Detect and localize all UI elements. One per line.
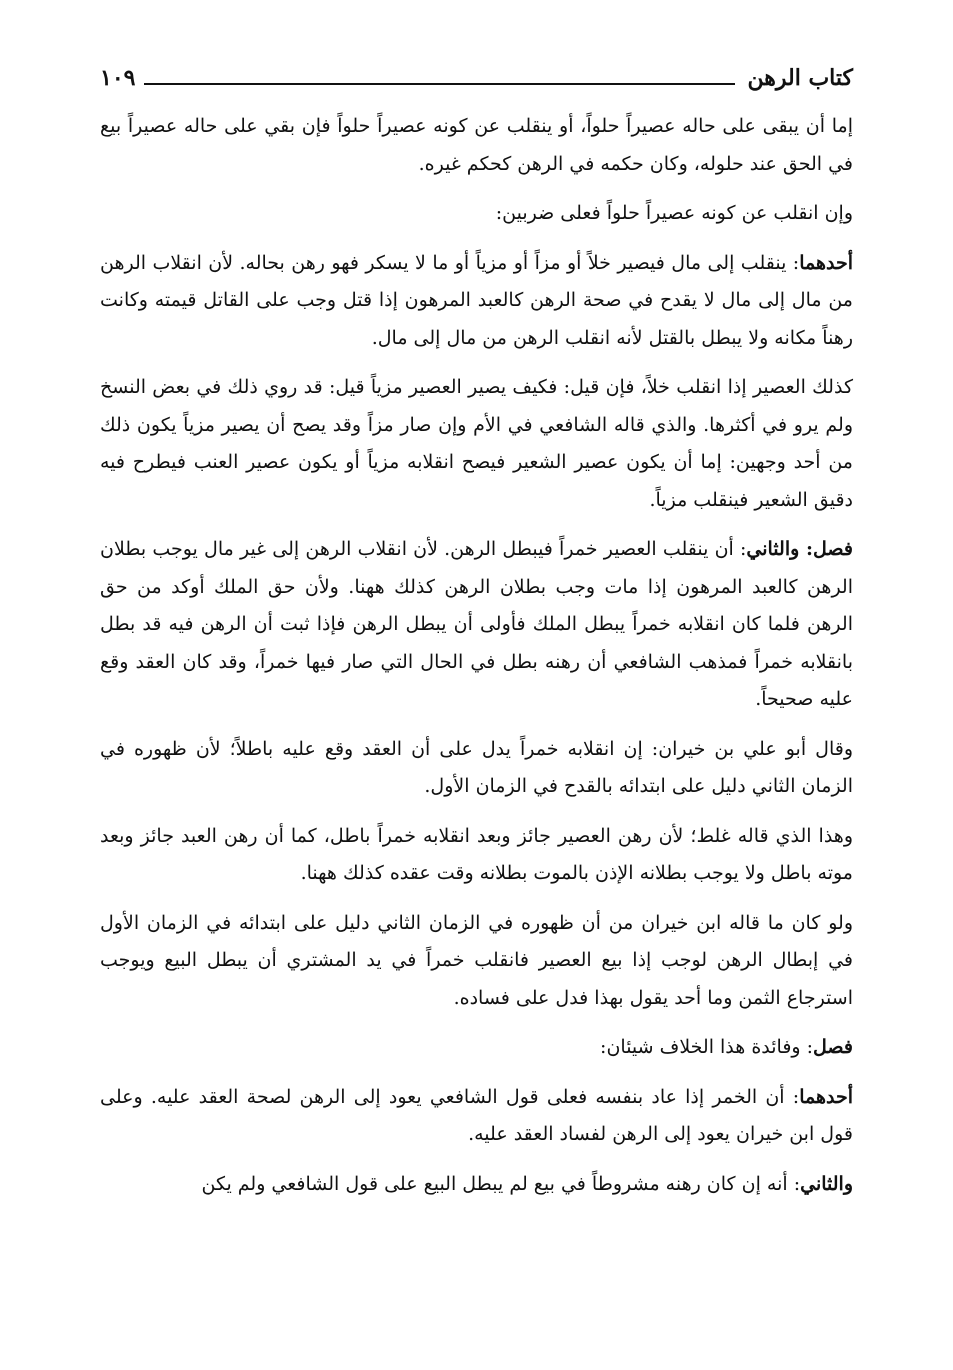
paragraph <box>100 245 853 358</box>
paragraph-text: : وفائدة هذا الخلاف شيئان: <box>600 1036 814 1058</box>
book-title: كتاب الرهن <box>747 65 853 91</box>
section-paragraph <box>100 531 853 719</box>
page-body <box>100 108 853 1215</box>
paragraph-lead: أحدهما <box>799 251 853 274</box>
paragraph-text: وإن انقلب عن كونه عصيراً حلواً فعلى ضربين: <box>495 202 853 224</box>
section-paragraph <box>100 1029 853 1067</box>
paragraph <box>100 1079 853 1154</box>
paragraph <box>100 369 853 519</box>
paragraph-text: : أن ينقلب العصير خمراً فيبطل الرهن. لأن انقلاب الرهن إلى غير مال يوجب بطلان الرهن كالعبد المرهون إذا مات وجب بطلان الرهن كذلك ههنا. ولأن حق الملك أوكد من حق الرهن فلما كان انقلابه خمراً يبطل الملك فأولى أن يبطل الرهن فإذا ثبت أن الرهن فيه قد بطل بانقلابه خمراً فمذهب الشافعي أن رهنه بطل في الحال التي صار فيها خمراً، وقد كان العقد وقع عليه صحيحاً. <box>100 538 853 710</box>
paragraph <box>100 731 853 806</box>
paragraph-text: إما أن يبقى على حاله عصيراً حلواً، أو ينقلب عن كونه عصيراً حلواً فإن بقي على حاله عصيراً بيع في الحق عند حلوله، وكان حكمه في الرهن كحكم غيره. <box>100 115 853 175</box>
paragraph-text: : أن الخمر إذا عاد بنفسه فعلى قول الشافعي يعود إلى الرهن لصحة العقد عليه. وعلى قول ابن خيران يعود إلى الرهن لفساد العقد عليه. <box>100 1085 853 1145</box>
paragraph-text: وقال أبو علي بن خيران: إن انقلابه خمراً يدل على أن العقد وقع عليه باطلاً؛ لأن ظهوره في الزمان الثاني دليل على ابتدائه بالقدح في الزمان الأول. <box>100 737 853 797</box>
header-rule <box>144 83 735 85</box>
paragraph <box>100 108 853 183</box>
paragraph-text: وهذا الذي قاله غلط؛ لأن رهن العصير جائز وبعد انقلابه خمراً باطل، كما أن رهن العبد جائز وبعد موته باطل ولا يوجب بطلانه الإذن بالموت بطلانه وقت عقده كذلك ههنا. <box>100 824 853 884</box>
paragraph-text: كذلك العصير إذا انقلب خلاً، فإن قيل: فكيف يصير العصير مزياً قيل: قد روي ذلك في بعض النسخ ولم يرو في أكثرها. والذي قاله الشافعي في الأم وإن صار مزاً وقد يصح أن يصير مزياً يكون ذلك من أحد وجهين: إما أن يكون عصير الشعير فيصح انقلابه مزياً أو يكون عصير العنب فيطرح فيه دقيق الشعير فينقلب مزياً. <box>100 376 853 511</box>
paragraph <box>100 818 853 893</box>
paragraph-lead: أحدهما <box>799 1085 853 1108</box>
paragraph-text: ولو كان ما قاله ابن خيران من أن ظهوره في الزمان الثاني دليل على ابتدائه في الزمان الأول في إبطال الرهن لوجب إذا بيع العصير فانقلب خمراً في يد المشتري أن يبطل البيع ويوجب استرجاع الثمن وما أحد يقول بهذا فدل على فساده. <box>100 911 853 1009</box>
paragraph-lead: والثاني <box>800 1172 853 1195</box>
section-heading: فصل: والثاني <box>746 538 853 560</box>
paragraph <box>100 1166 853 1204</box>
running-header <box>100 58 853 98</box>
paragraph-text: : ينقلب إلى مال فيصير خلاً أو مزاً أو مزياً أو ما لا يسكر فهو رهن بحاله. لأن انقلاب الرهن من مال إلى مال لا يقدح في صحة الرهن كالعبد المرهون إذا قتل وجب على القاتل قيمته وكانت رهناً مكانه ولا يبطل بالقتل لأنه انقلب الرهن من مال إلى مال. <box>100 251 853 349</box>
section-heading: فصل <box>813 1036 853 1058</box>
page-number: ١٠٩ <box>100 65 136 91</box>
paragraph <box>100 905 853 1018</box>
paragraph <box>100 195 853 233</box>
paragraph-text: : أنه إن كان رهنه مشروطاً في بيع لم يبطل البيع على قول الشافعي ولم يكن <box>201 1172 801 1195</box>
